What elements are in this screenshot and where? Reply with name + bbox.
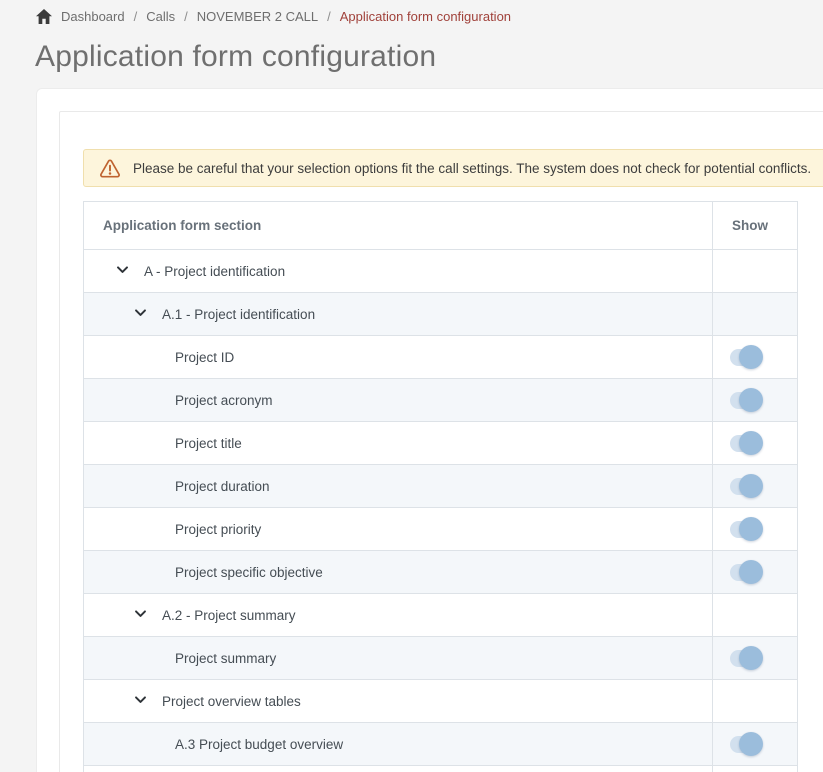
toggle-knob — [739, 732, 763, 756]
table-header-row — [84, 202, 798, 250]
show-cell — [713, 379, 798, 422]
form-sections-table — [83, 201, 798, 772]
toggle-knob — [739, 517, 763, 541]
show-cell — [713, 336, 798, 379]
table-row — [84, 250, 798, 293]
warning-triangle-icon — [100, 159, 120, 178]
warning-alert-text: Please be careful that your selection options fit the call settings. The system does not check for potential conflicts. — [133, 160, 812, 176]
show-cell — [713, 250, 798, 293]
table-row — [84, 293, 798, 336]
show-toggle[interactable] — [730, 564, 760, 581]
chevron-down-icon[interactable] — [134, 693, 147, 709]
toggle-knob — [739, 388, 763, 412]
column-header-section: Application form section — [84, 202, 713, 250]
section-cell — [84, 336, 713, 379]
table-row — [84, 637, 798, 680]
table-row-partial — [84, 766, 798, 772]
show-cell — [713, 637, 798, 680]
table-row — [84, 422, 798, 465]
table-row — [84, 465, 798, 508]
toggle-knob — [739, 560, 763, 584]
configuration-panel — [59, 111, 823, 772]
section-cell — [84, 293, 713, 336]
table-row — [84, 594, 798, 637]
section-cell — [84, 723, 713, 766]
section-label: A.3 Project budget overview — [175, 736, 344, 752]
section-label: Project overview tables — [162, 693, 301, 709]
section-cell — [84, 680, 713, 723]
toggle-knob — [739, 431, 763, 455]
section-label: Project priority — [175, 521, 262, 537]
section-cell — [84, 551, 713, 594]
chevron-down-icon[interactable] — [134, 607, 147, 623]
table-row — [84, 551, 798, 594]
show-cell — [713, 422, 798, 465]
section-label: Project ID — [175, 349, 235, 365]
section-cell — [84, 508, 713, 551]
toggle-knob — [739, 646, 763, 670]
toggle-knob — [739, 474, 763, 498]
breadcrumb-item-call[interactable]: NOVEMBER 2 CALL — [196, 8, 319, 24]
section-label: A - Project identification — [144, 263, 286, 279]
section-cell — [84, 422, 713, 465]
show-cell — [713, 551, 798, 594]
section-cell — [84, 594, 713, 637]
chevron-down-icon[interactable] — [116, 263, 129, 279]
section-cell — [84, 250, 713, 293]
show-toggle[interactable] — [730, 521, 760, 538]
section-cell — [84, 379, 713, 422]
section-label: Project summary — [175, 650, 277, 666]
table-row — [84, 723, 798, 766]
breadcrumb-separator: / — [327, 8, 331, 24]
section-label: A.2 - Project summary — [162, 607, 296, 623]
breadcrumb-separator: / — [184, 8, 188, 24]
show-cell — [713, 723, 798, 766]
column-header-show: Show — [713, 202, 798, 250]
chevron-down-icon[interactable] — [134, 306, 147, 322]
home-icon[interactable] — [36, 9, 52, 24]
show-toggle[interactable] — [730, 736, 760, 753]
show-toggle[interactable] — [730, 392, 760, 409]
table-row — [84, 336, 798, 379]
breadcrumb-separator: / — [133, 8, 138, 24]
show-toggle[interactable] — [730, 349, 760, 366]
table-row — [84, 508, 798, 551]
table-row — [84, 379, 798, 422]
section-label: Project acronym — [175, 392, 273, 408]
show-toggle[interactable] — [730, 650, 760, 667]
content-card — [36, 88, 823, 772]
section-label: Project duration — [175, 478, 270, 494]
section-cell — [84, 465, 713, 508]
section-label: Project specific objective — [175, 564, 323, 580]
show-toggle[interactable] — [730, 478, 760, 495]
section-label: Project title — [175, 435, 242, 451]
page-title: Application form configuration — [35, 40, 437, 73]
section-cell — [84, 637, 713, 680]
show-cell — [713, 594, 798, 637]
breadcrumb-item-calls[interactable]: Calls — [146, 8, 176, 24]
breadcrumb — [36, 6, 511, 26]
toggle-knob — [739, 345, 763, 369]
show-cell — [713, 293, 798, 336]
show-cell — [713, 465, 798, 508]
section-label: A.1 - Project identification — [162, 306, 316, 322]
show-toggle[interactable] — [730, 435, 760, 452]
show-cell — [713, 508, 798, 551]
breadcrumb-item-current[interactable]: Application form configuration — [339, 8, 512, 24]
show-cell — [713, 680, 798, 723]
table-row — [84, 680, 798, 723]
form-sections-tbody — [84, 250, 798, 772]
warning-alert — [83, 149, 823, 187]
breadcrumb-item-dashboard[interactable]: Dashboard — [61, 8, 125, 24]
